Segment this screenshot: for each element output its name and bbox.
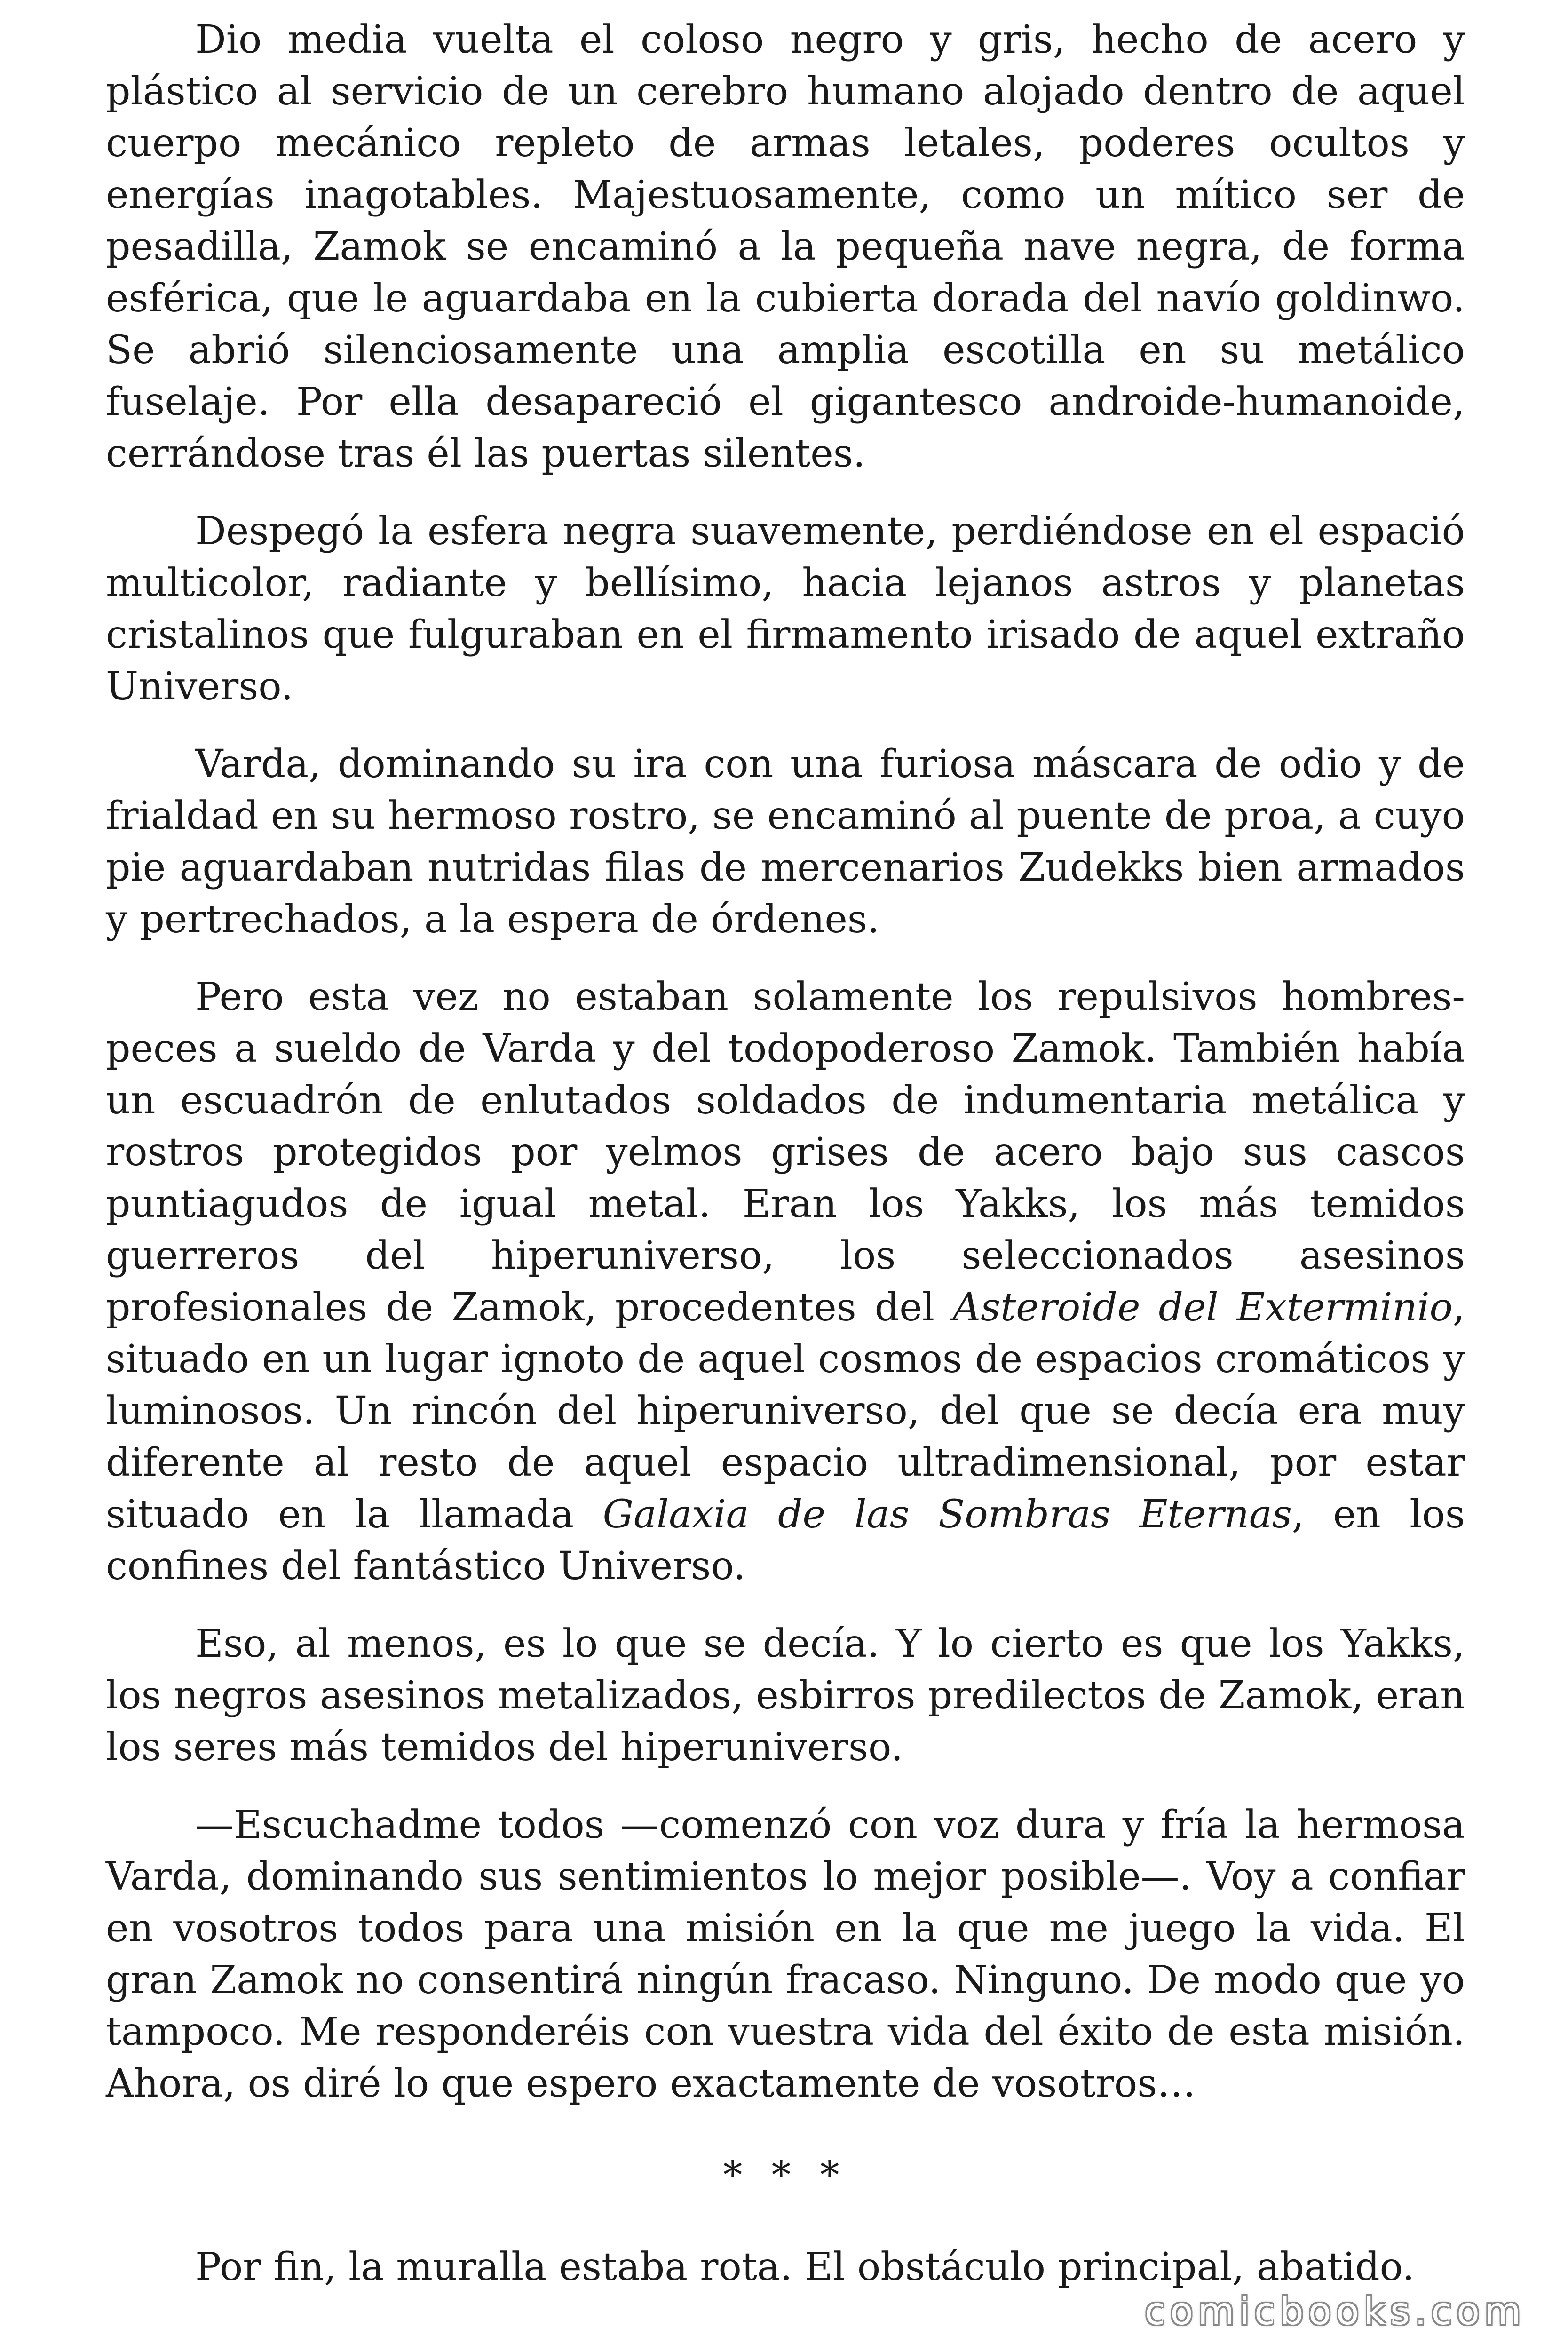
text-run: —Escuchadme todos —comenzó con voz dura y fría la hermosa Varda, dominando sus sentimientos lo mejor posible—. Voy a confiar en vosotros todos para una misión en la que me juego la vida. El gran Zamok no consentirá ningún fracaso. Ninguno. De modo que yo tampoco. Me responderéis con vuestra vida del éxito de esta misión. Ahora, os diré lo que espero exactamente de vosotros…: [106, 1803, 1465, 2106]
italic-text-run: Galaxia de las Sombras Eternas: [602, 1492, 1292, 1537]
paragraph-1: [106, 14, 1465, 480]
scene-break: * * *: [723, 2153, 848, 2198]
body-text: [106, 14, 1465, 2110]
paragraph-final: Por fin, la muralla estaba rota. El obstáculo principal, abatido.: [195, 2245, 1415, 2289]
text-run: , situado en un lugar ignoto de aquel cosmos de espacios cromáticos y luminosos. Un rincón del hiperuniverso, del que se decía era muy diferente al resto de aquel espacio ultradimensional, por estar situado en la llamada: [106, 1285, 1465, 1537]
text-run: Pero esta vez no estaban solamente los repulsivos hombres-peces a sueldo de Varda y del todopoderoso Zamok. También había un escuadrón de enlutados soldados de indumentaria metálica y rostros protegidos por yelmos grises de acero bajo sus cascos puntiagudos de igual metal. Eran los Yakks, los más temidos guerreros del hiperuniverso, los seleccionados asesinos profesionales de Zamok, procedentes del: [106, 975, 1465, 1330]
paragraph-2: [106, 506, 1465, 713]
paragraph-6: [106, 1799, 1465, 2110]
text-run: , en los confines del fantástico Universo.: [106, 1492, 1465, 1589]
paragraph-5: [106, 1618, 1465, 1773]
document-page: [106, 14, 1465, 2293]
paragraph-4: [106, 971, 1465, 1592]
text-run: Dio media vuelta el coloso negro y gris, hecho de acero y plástico al servicio de un cerebro humano alojado dentro de aquel cuerpo mecánico repleto de armas letales, poderes ocultos y energías inagotables. Majestuosamente, como un mítico ser de pesadilla, Zamok se encaminó a la pequeña nave negra, de forma esférica, que le aguardaba en la cubierta dorada del navío goldinwo. Se abrió silenciosamente una amplia escotilla en su metálico fuselaje. Por ella desapareció el gigantesco androide-humanoide, cerrándose tras él las puertas silentes.: [106, 17, 1465, 476]
text-run: Eso, al menos, es lo que se decía. Y lo cierto es que los Yakks, los negros asesinos metalizados, esbirros predilectos de Zamok, eran los seres más temidos del hiperuniverso.: [106, 1621, 1465, 1770]
text-run: Varda, dominando su ira con una furiosa máscara de odio y de frialdad en su hermoso rostro, se encaminó al puente de proa, a cuyo pie aguardaban nutridas filas de mercenarios Zudekks bien armados y pertrechados, a la espera de órdenes.: [106, 742, 1465, 942]
paragraph-3: [106, 739, 1465, 946]
italic-text-run: Asteroide del Exterminio: [952, 1285, 1453, 1330]
text-run: Despegó la esfera negra suavemente, perdiéndose en el espació multicolor, radiante y bellísimo, hacia lejanos astros y planetas cristalinos que fulguraban en el firmamento irisado de aquel extraño Universo.: [106, 509, 1465, 709]
watermark-logo: comicbooks.com: [1144, 2289, 1526, 2333]
